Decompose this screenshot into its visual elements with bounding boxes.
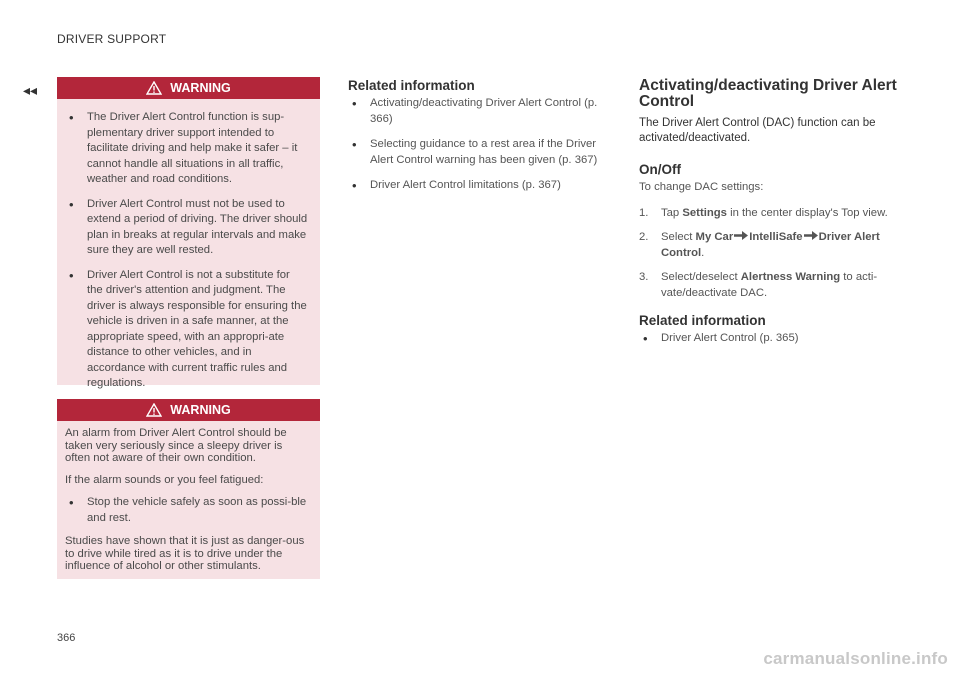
warning-paragraph: An alarm from Driver Alert Control should be taken very seriously since a sleepy driver is often not aware of their own condition.: [65, 427, 287, 464]
my-car-label: My Car: [695, 231, 734, 243]
warning-title: WARNING: [170, 403, 231, 417]
back-arrow-icon[interactable]: ◂◂: [23, 82, 38, 98]
alertness-warning-label: Alertness Warning: [740, 271, 841, 283]
step-number: 2.: [639, 231, 649, 243]
step-item: [639, 206, 907, 222]
related-link[interactable]: • Selecting guidance to a rest area if the Driver Alert Control warning has been given (p. 367): [348, 137, 606, 168]
related-link[interactable]: • Activating/deactivating Driver Alert Control (p. 366): [348, 96, 606, 127]
activate-section: [639, 78, 907, 357]
list-item: • The Driver Alert Control function is sup-plementary driver support intended to facilitate driving and help make it safer – it cannot handle all situations in all traffic, weather and road conditions.: [65, 110, 308, 188]
list-item: • Driver Alert Control is not a substitute for the driver's attention and judgment. The driver is always responsible for ensuring the vehicle is driven in a safe manner, at the appropriate speed, with an appropri-ate distance to other vehicles, and in accordance with current traffic rules and regulations.: [65, 268, 308, 392]
related-heading: Related information: [348, 78, 475, 93]
section-header: DRIVER SUPPORT: [57, 32, 167, 46]
warning-body: [57, 99, 320, 411]
section-title: Activating/deactivating Driver Alert Control: [639, 77, 897, 110]
warning-triangle-icon: [146, 403, 162, 417]
related-link[interactable]: • Driver Alert Control (p. 365): [639, 331, 907, 347]
arrow-right-icon: [804, 231, 818, 240]
step-text: .: [701, 246, 705, 259]
driver-alert-control-label: Driver Alert Control: [661, 231, 880, 259]
step-text: Select/deselect: [661, 271, 741, 283]
warning-box-1: [57, 77, 320, 389]
warning-header: [57, 77, 320, 99]
list-item: • Stop the vehicle safely as soon as possi-ble and rest.: [65, 495, 308, 526]
step-text: to acti-vate/deactivate DAC.: [661, 271, 878, 299]
page-number: 366: [57, 632, 76, 644]
warning-header: [57, 399, 320, 421]
watermark: carmanualsonline.info: [763, 649, 948, 668]
warning-title: WARNING: [170, 81, 231, 95]
related-list: [348, 96, 606, 194]
related-link[interactable]: • Driver Alert Control limitations (p. 367): [348, 178, 606, 194]
settings-label: Settings: [682, 206, 727, 219]
warning-list: [65, 495, 308, 526]
steps-list: [639, 206, 907, 302]
warning-paragraph: Studies have shown that it is just as danger-ous to drive while tired as it is to drive under the influence of alcohol or other stimulants.: [65, 535, 305, 572]
arrow-right-icon: [734, 231, 748, 240]
warning-paragraph: If the alarm sounds or you feel fatigued:: [65, 473, 264, 486]
list-item: • Driver Alert Control must not be used to extend a period of driving. The driver should plan in breaks at regular intervals and make sure they are well rested.: [65, 197, 308, 259]
onoff-intro: To change DAC settings:: [639, 181, 764, 193]
warning-triangle-icon: [146, 81, 162, 95]
warning-body: [57, 421, 320, 592]
related-information-column: [348, 78, 606, 204]
related-heading: Related information: [639, 313, 766, 328]
warning-box-2: [57, 399, 320, 579]
step-text: in the center display's Top view.: [726, 206, 888, 219]
related-list: [639, 331, 907, 347]
onoff-heading: On/Off: [639, 162, 681, 177]
step-number: 3.: [639, 271, 649, 283]
intellisafe-label: IntelliSafe: [749, 231, 803, 243]
step-number: 1.: [639, 206, 649, 219]
step-item: [639, 230, 907, 261]
warning-list: [65, 110, 308, 392]
step-text: Tap: [661, 206, 683, 219]
section-intro: The Driver Alert Control (DAC) function can be activated/deactivated.: [639, 117, 876, 144]
step-item: [639, 270, 907, 301]
step-text: Select: [661, 231, 696, 243]
